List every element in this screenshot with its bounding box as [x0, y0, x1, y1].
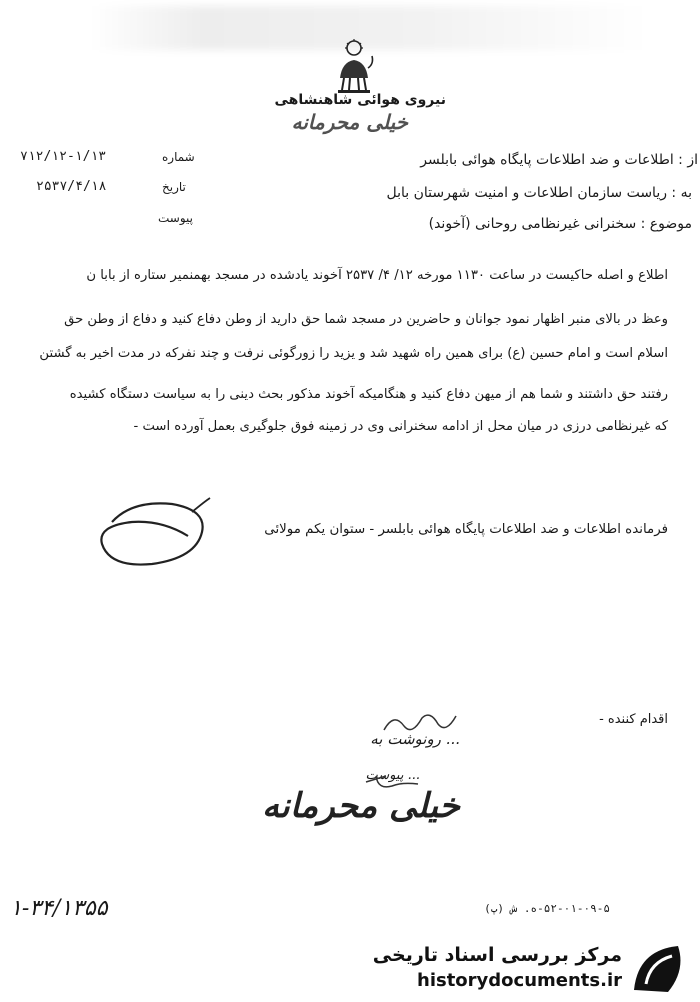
- archive-brand-name: مرکز بررسی اسناد تاریخی: [372, 944, 622, 966]
- to-line: به : ریاست سازمان اطلاعات و امنیت شهرستان بابل: [386, 185, 692, 201]
- handwritten-initials: [380, 708, 460, 738]
- body-line: رفتند حق داشتند و شما هم از میهن دفاع کنید و هنگامیکه آخوند مذکور بحث دینی را به سیاست دستگاه کشیده: [69, 387, 668, 402]
- attachment-label: پیوست: [158, 211, 193, 225]
- handwritten-signature: [92, 492, 212, 572]
- body-line: اطلاع و اصله حاکیست در ساعت ۱۱۳۰ مورخه ۱۲/ ۴/ ۲۵۳۷ آخوند یادشده در مسجد بهمنمیر ستاره از بابا ن: [86, 268, 668, 283]
- date-label: تاریخ: [162, 180, 186, 194]
- body-line: اسلام است و امام حسین (ع) برای همین راه شهید شد و یزید را زورگوئی نرفت و چند نفرکه در مدت اخیر به گشتن: [39, 346, 668, 361]
- number-value: ۷۱۲/۱۲-۱/۱۳: [20, 149, 107, 164]
- handwritten-note: ... پیوست: [365, 768, 420, 783]
- handwritten-note: ... رونوشت به: [370, 730, 460, 748]
- corner-handwriting: ۱-۳۴/۱۳۵۵: [10, 896, 108, 921]
- archive-logo-icon: [628, 940, 692, 998]
- number-label: شماره: [162, 150, 195, 164]
- archive-brand-url: historydocuments.ir: [417, 970, 622, 991]
- action-label: اقدام کننده -: [599, 712, 668, 727]
- date-value: ۲۵۳۷/۴/۱۸: [36, 179, 107, 194]
- agency-title: نیروی هوائی شاهنشاهی: [274, 92, 446, 108]
- classification-stamp-top: خیلی محرمانه: [291, 110, 408, 134]
- signatory-line: فرمانده اطلاعات و ضد اطلاعات پایگاه هوائی بابلسر - ستوان یکم مولائی: [264, 522, 668, 537]
- body-line: وعظ در بالای منبر اظهار نمود جوانان و حاضرین در مسجد شما حق دارید از وطن دفاع کنید و دفاع از وطن حق: [64, 312, 668, 327]
- subject-line: موضوع : سخنرانی غیرنظامی روحانی (آخوند): [428, 216, 692, 232]
- classification-stamp-bottom: خیلی محرمانه: [262, 786, 460, 826]
- body-line: که غیرنظامی درزی در میان محل از ادامه سخنرانی وی در زمینه فوق جلوگیری بعمل آورده است -: [133, 419, 668, 434]
- lion-and-sun-emblem: [330, 38, 378, 96]
- from-line: از : اطلاعات و ضد اطلاعات پایگاه هوائی بابلسر: [420, 152, 698, 168]
- reference-code: ۵۲-۰۱-۰۹-۵-ه. ش (پ): [484, 902, 610, 915]
